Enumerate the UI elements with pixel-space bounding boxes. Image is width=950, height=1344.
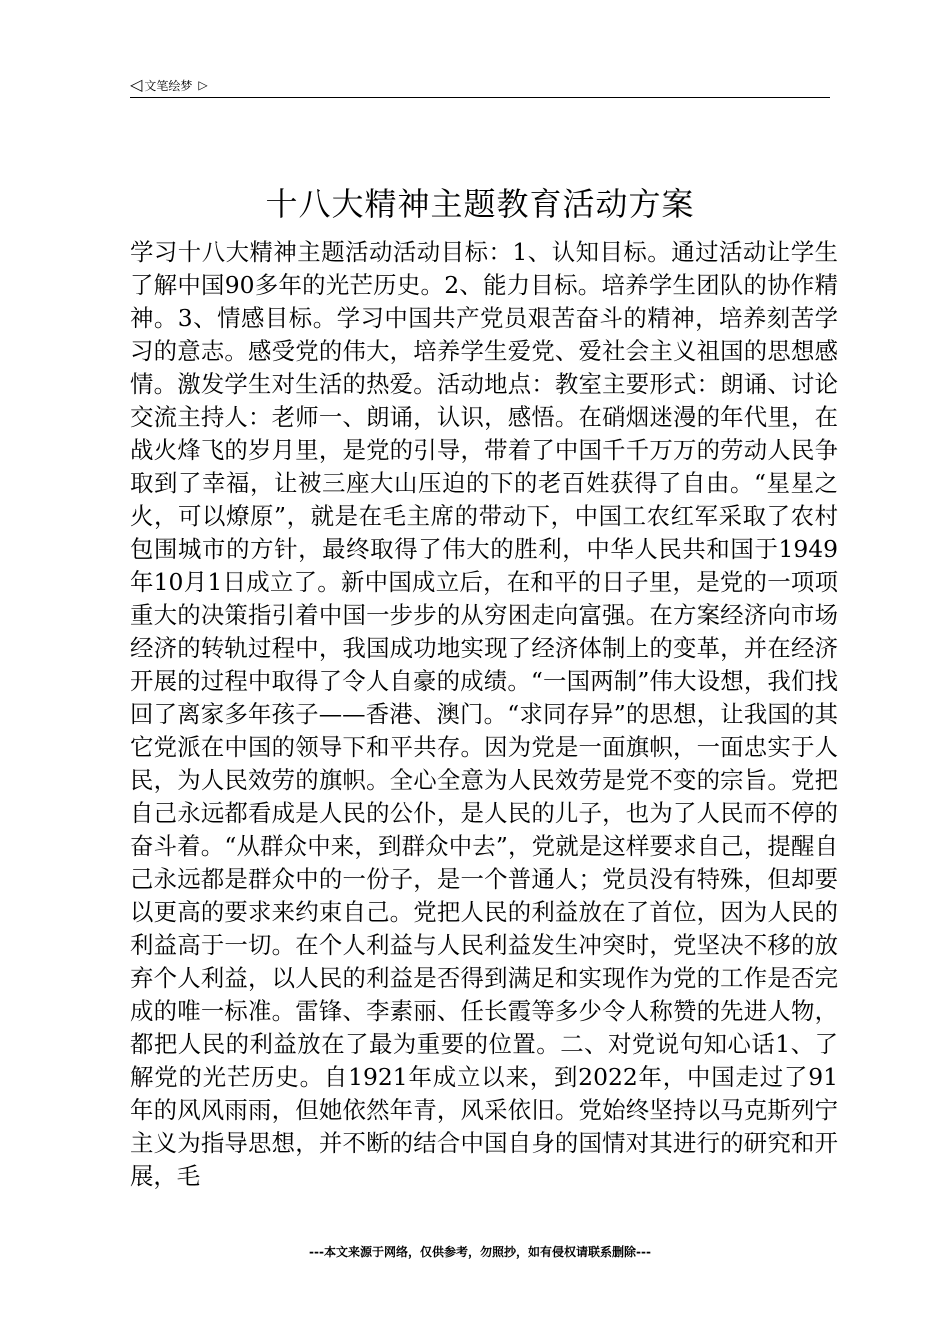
brand-name: 文笔绘梦 [144, 78, 193, 93]
header-divider [130, 97, 830, 98]
document-title: 十八大精神主题教育活动方案 [265, 185, 695, 223]
page-header [130, 72, 830, 98]
right-triangle-icon: ▷ [198, 78, 208, 92]
left-triangle-icon: ◁ [130, 75, 143, 94]
footer-notice: ---本文来源于网络，仅供参考，勿照抄，如有侵权请联系删除--- [309, 1245, 651, 1259]
document-body: 学习十八大精神主题活动活动目标：1、认知目标。通过活动让学生了解中国90多年的光芒历史。2、能力目标。培养学生团队的协作精神。3、情感目标。学习中国共产党员艰苦奋斗的精神，培养刻苦学习的意志。感受党的伟大，培养学生爱党、爱社会主义祖国的思想感情。激发学生对生活的热爱。活动地点：教室主要形式：朗诵、讨论交流主持人：老师一、朗诵，认识，感悟。在硝烟迷漫的年代里，在战火烽飞的岁月里，是党的引导，带着了中国千千万万的劳动人民争取到了幸福，让被三座大山压迫的下的老百姓获得了自由。“星星之火，可以燎原”，就是在毛主席的带动下，中国工农红军采取了农村包围城市的方针，最终取得了伟大的胜利，中华人民共和国于1949年10月1日成立了。新中国成立后，在和平的日子里，是党的一项项重大的决策指引着中国一步步的从穷困走向富强。在方案经济向市场经济的转轨过程中，我国成功地实现了经济体制上的变革，并在经济开展的过程中取得了令人自豪的成绩。“一国两制”伟大设想，我们找回了离家多年孩子——香港、澳门。“求同存异”的思想，让我国的其它党派在中国的领导下和平共存。因为党是一面旗帜，一面忠实于人民，为人民效劳的旗帜。全心全意为人民效劳是党不变的宗旨。党把自己永远都看成是人民的公仆，是人民的儿子，也为了人民而不停的奋斗着。“从群众中来，到群众中去”，党就是这样要求自己，提醒自己永远都是群众中的一份子，是一个普通人；党员没有特殊，但却要以更高的要求来约束自己。党把人民的利益放在了首位，因为人民的利益高于一切。在个人利益与人民利益发生冲突时，党坚决不移的放弃个人利益，以人民的利益是否得到满足和实现作为党的工作是否完成的唯一标准。雷锋、李素丽、任长霞等多少令人称赞的先进人物，都把人民的利益放在了最为重要的位置。二、对党说句知心话1、了解党的光芒历史。自1921年成立以来，到2022年，中国走过了91年的风风雨雨，但她依然年青，风采依旧。党始终坚持以马克斯列宁主义为指导思想，并不断的结合中国自身的国情对其进行的研究和开展，毛 [130, 238, 838, 1190]
